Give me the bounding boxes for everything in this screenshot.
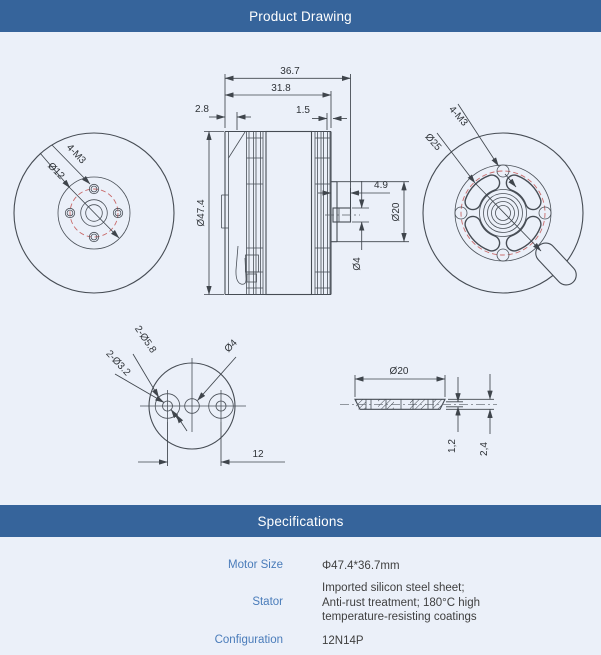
front-hub-leader-b (70, 188, 119, 238)
motor-technical-drawing (0, 32, 601, 505)
base-small-holes-label: 2-Ø3.2 (103, 348, 133, 379)
spec-value-configuration: 12N14P (322, 635, 364, 647)
leader-shaft-hole (198, 357, 237, 401)
bearing-block (246, 255, 259, 272)
base-hole-spacing: 12 (252, 449, 264, 460)
dim-boss-diameter: Ø20 (391, 202, 402, 222)
bearing-block-small (247, 274, 257, 282)
side-view-dimensions (195, 66, 409, 295)
rear-bolt-leader-a (458, 104, 499, 166)
front-view (14, 133, 174, 293)
bell-lip-hook (236, 246, 246, 284)
front-hub-label: Ø12 (45, 160, 67, 182)
spec-label-motor-size: Motor Size (228, 559, 283, 571)
spec-value-motor-size: Φ47.4*36.7mm (322, 560, 400, 572)
leader-large-holes-a (133, 354, 159, 397)
rear-bolt-label: 4-M3 (446, 104, 470, 129)
washer-view (340, 366, 497, 456)
rear-fins (315, 132, 330, 295)
dim-total-length: 36.7 (280, 66, 300, 77)
spec-label-configuration: Configuration (214, 634, 283, 646)
side-view (195, 66, 409, 295)
spec-value-stator (322, 581, 582, 625)
specifications-header (0, 505, 601, 537)
stator-line-3: temperature-resisting coatings (322, 611, 477, 623)
base-view (103, 324, 285, 466)
front-bolt-label: 4-M3 (63, 142, 88, 167)
stator-line-1: Imported silicon steel sheet; (322, 582, 465, 594)
washer-total-thickness: 2,4 (479, 442, 490, 456)
leader-large-holes-b (176, 415, 187, 431)
rear-view (423, 104, 583, 293)
front-fins (247, 132, 264, 295)
washer-diameter: Ø20 (389, 366, 409, 377)
product-drawing-header (0, 0, 601, 32)
rear-boss (331, 182, 337, 242)
dim-outer-diameter: Ø47.4 (196, 199, 207, 227)
stator-line-2: Anti-rust treatment; 180°C high (322, 596, 481, 609)
specifications-title: Specifications (257, 513, 344, 529)
dim-rear-offset: 1.5 (296, 105, 310, 116)
dim-front-offset: 2.8 (195, 104, 209, 115)
product-drawing-title: Product Drawing (249, 8, 352, 24)
rear-bolt-circle-label: Ø25 (422, 131, 444, 154)
dim-body-length: 31.8 (271, 83, 291, 94)
base-large-holes-label: 2-Ø5.8 (131, 323, 159, 356)
dim-shaft-length: 4.9 (374, 180, 388, 191)
base-shaft-hole-label: Ø4 (222, 337, 240, 355)
rear-center-rings (480, 190, 527, 237)
washer-rim-thickness: 1,2 (447, 439, 458, 453)
wire-connector-tab (532, 239, 581, 289)
stator-body (266, 132, 312, 295)
spec-label-stator: Stator (252, 596, 283, 608)
bell-taper-line (229, 132, 246, 158)
dim-shaft-diameter: Ø4 (352, 257, 363, 271)
leader-small-holes-a (115, 374, 164, 402)
